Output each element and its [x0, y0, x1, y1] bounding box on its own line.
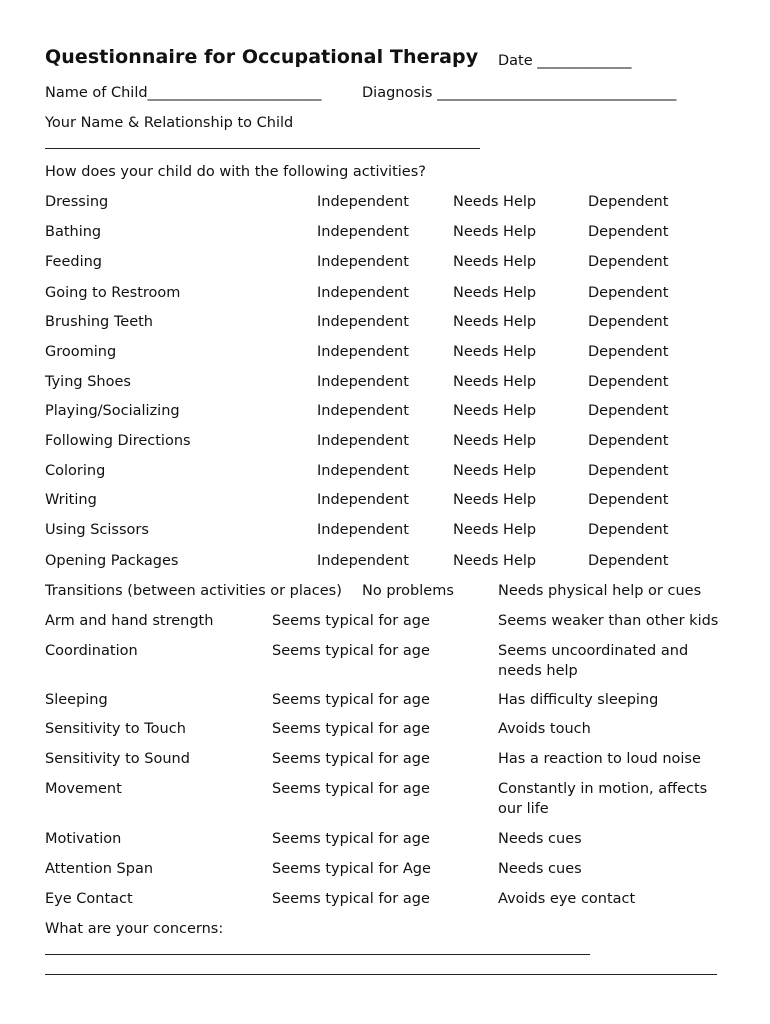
activity-option-needs-help[interactable]: Needs Help: [453, 194, 537, 210]
activity-option-independent[interactable]: Independent: [317, 463, 409, 479]
activity-option-independent[interactable]: Independent: [317, 433, 409, 449]
date-field[interactable]: Date _____________: [498, 53, 632, 69]
behavior-option-typical[interactable]: Seems typical for age: [272, 751, 430, 767]
activity-option-independent[interactable]: Independent: [317, 374, 409, 390]
activity-label: Opening Packages: [45, 553, 179, 569]
activity-option-needs-help[interactable]: Needs Help: [453, 553, 537, 569]
activity-option-independent[interactable]: Independent: [317, 344, 409, 360]
document-title: Questionnaire for Occupational Therapy: [45, 46, 479, 68]
behavior-option-concern[interactable]: Seems weaker than other kids: [498, 613, 719, 629]
behavior-option-typical[interactable]: Seems typical for age: [272, 831, 430, 847]
your-name-relationship-label: Your Name & Relationship to Child: [45, 115, 294, 131]
activity-option-dependent[interactable]: Dependent: [588, 553, 669, 569]
activity-option-needs-help[interactable]: Needs Help: [453, 463, 537, 479]
activity-label: Coloring: [45, 463, 106, 479]
activity-option-dependent[interactable]: Dependent: [588, 194, 669, 210]
activity-option-needs-help[interactable]: Needs Help: [453, 403, 537, 419]
behavior-option-concern[interactable]: Needs cues: [498, 861, 582, 877]
activity-option-dependent[interactable]: Dependent: [588, 492, 669, 508]
activity-option-dependent[interactable]: Dependent: [588, 254, 669, 270]
activities-question: How does your child do with the following activities?: [45, 164, 426, 180]
activity-option-needs-help[interactable]: Needs Help: [453, 433, 537, 449]
activity-option-dependent[interactable]: Dependent: [588, 374, 669, 390]
activity-option-needs-help[interactable]: Needs Help: [453, 492, 537, 508]
activity-option-dependent[interactable]: Dependent: [588, 522, 669, 538]
activity-option-dependent[interactable]: Dependent: [588, 403, 669, 419]
behavior-label: Motivation: [45, 831, 122, 847]
activity-option-independent[interactable]: Independent: [317, 522, 409, 538]
name-of-child-field[interactable]: Name of Child________________________: [45, 85, 322, 101]
activity-option-independent[interactable]: Independent: [317, 254, 409, 270]
activity-label: Using Scissors: [45, 522, 149, 538]
activity-option-independent[interactable]: Independent: [317, 492, 409, 508]
behavior-option-typical[interactable]: Seems typical for Age: [272, 861, 431, 877]
behavior-option-typical[interactable]: Seems typical for age: [272, 891, 430, 907]
activity-option-dependent[interactable]: Dependent: [588, 344, 669, 360]
activity-label: Playing/Socializing: [45, 403, 180, 419]
activity-option-independent[interactable]: Independent: [317, 285, 409, 301]
transitions-label: Transitions (between activities or places): [45, 583, 342, 599]
activity-option-needs-help[interactable]: Needs Help: [453, 285, 537, 301]
activity-option-independent[interactable]: Independent: [317, 553, 409, 569]
activity-label: Writing: [45, 492, 97, 508]
activity-option-dependent[interactable]: Dependent: [588, 285, 669, 301]
activity-option-dependent[interactable]: Dependent: [588, 224, 669, 240]
transitions-option-needs-help[interactable]: Needs physical help or cues: [498, 583, 702, 599]
concerns-answer-line-1[interactable]: [45, 954, 590, 955]
activity-option-needs-help[interactable]: Needs Help: [453, 344, 537, 360]
activity-option-needs-help[interactable]: Needs Help: [453, 254, 537, 270]
activity-option-independent[interactable]: Independent: [317, 403, 409, 419]
behavior-option-concern[interactable]: Avoids eye contact: [498, 891, 636, 907]
concerns-label: What are your concerns:: [45, 921, 224, 937]
behavior-option-concern[interactable]: Needs cues: [498, 831, 582, 847]
activity-label: Following Directions: [45, 433, 191, 449]
concerns-answer-line-2[interactable]: [45, 974, 717, 975]
your-name-answer-line[interactable]: [45, 148, 480, 149]
activity-label: Tying Shoes: [45, 374, 131, 390]
activity-label: Grooming: [45, 344, 117, 360]
behavior-option-concern[interactable]: Constantly in motion, affects our life: [498, 781, 708, 817]
behavior-option-typical[interactable]: Seems typical for age: [272, 721, 430, 737]
behavior-option-typical[interactable]: Seems typical for age: [272, 781, 430, 797]
behavior-label: Attention Span: [45, 861, 154, 877]
behavior-option-typical[interactable]: Seems typical for age: [272, 643, 430, 659]
activity-label: Feeding: [45, 254, 103, 270]
activity-option-independent[interactable]: Independent: [317, 224, 409, 240]
activity-label: Dressing: [45, 194, 109, 210]
activity-option-needs-help[interactable]: Needs Help: [453, 374, 537, 390]
activity-option-needs-help[interactable]: Needs Help: [453, 224, 537, 240]
behavior-label: Eye Contact: [45, 891, 133, 907]
diagnosis-field[interactable]: Diagnosis _________________________________: [362, 85, 677, 101]
behavior-option-concern[interactable]: Avoids touch: [498, 721, 591, 737]
transitions-option-no-problems[interactable]: No problems: [362, 583, 454, 599]
activity-option-needs-help[interactable]: Needs Help: [453, 314, 537, 330]
behavior-label: Coordination: [45, 643, 138, 659]
activity-option-dependent[interactable]: Dependent: [588, 463, 669, 479]
behavior-label: Sleeping: [45, 692, 108, 708]
behavior-label: Movement: [45, 781, 122, 797]
behavior-option-concern[interactable]: Seems uncoordinated and needs help: [498, 643, 689, 679]
activity-label: Going to Restroom: [45, 285, 181, 301]
behavior-option-concern[interactable]: Has a reaction to loud noise: [498, 751, 701, 767]
behavior-label: Arm and hand strength: [45, 613, 214, 629]
activity-option-independent[interactable]: Independent: [317, 194, 409, 210]
activity-option-independent[interactable]: Independent: [317, 314, 409, 330]
behavior-label: Sensitivity to Touch: [45, 721, 186, 737]
behavior-option-typical[interactable]: Seems typical for age: [272, 692, 430, 708]
activity-label: Bathing: [45, 224, 102, 240]
behavior-label: Sensitivity to Sound: [45, 751, 190, 767]
activity-option-dependent[interactable]: Dependent: [588, 433, 669, 449]
behavior-option-typical[interactable]: Seems typical for age: [272, 613, 430, 629]
activity-option-needs-help[interactable]: Needs Help: [453, 522, 537, 538]
activity-option-dependent[interactable]: Dependent: [588, 314, 669, 330]
behavior-option-concern[interactable]: Has difficulty sleeping: [498, 692, 659, 708]
activity-label: Brushing Teeth: [45, 314, 153, 330]
